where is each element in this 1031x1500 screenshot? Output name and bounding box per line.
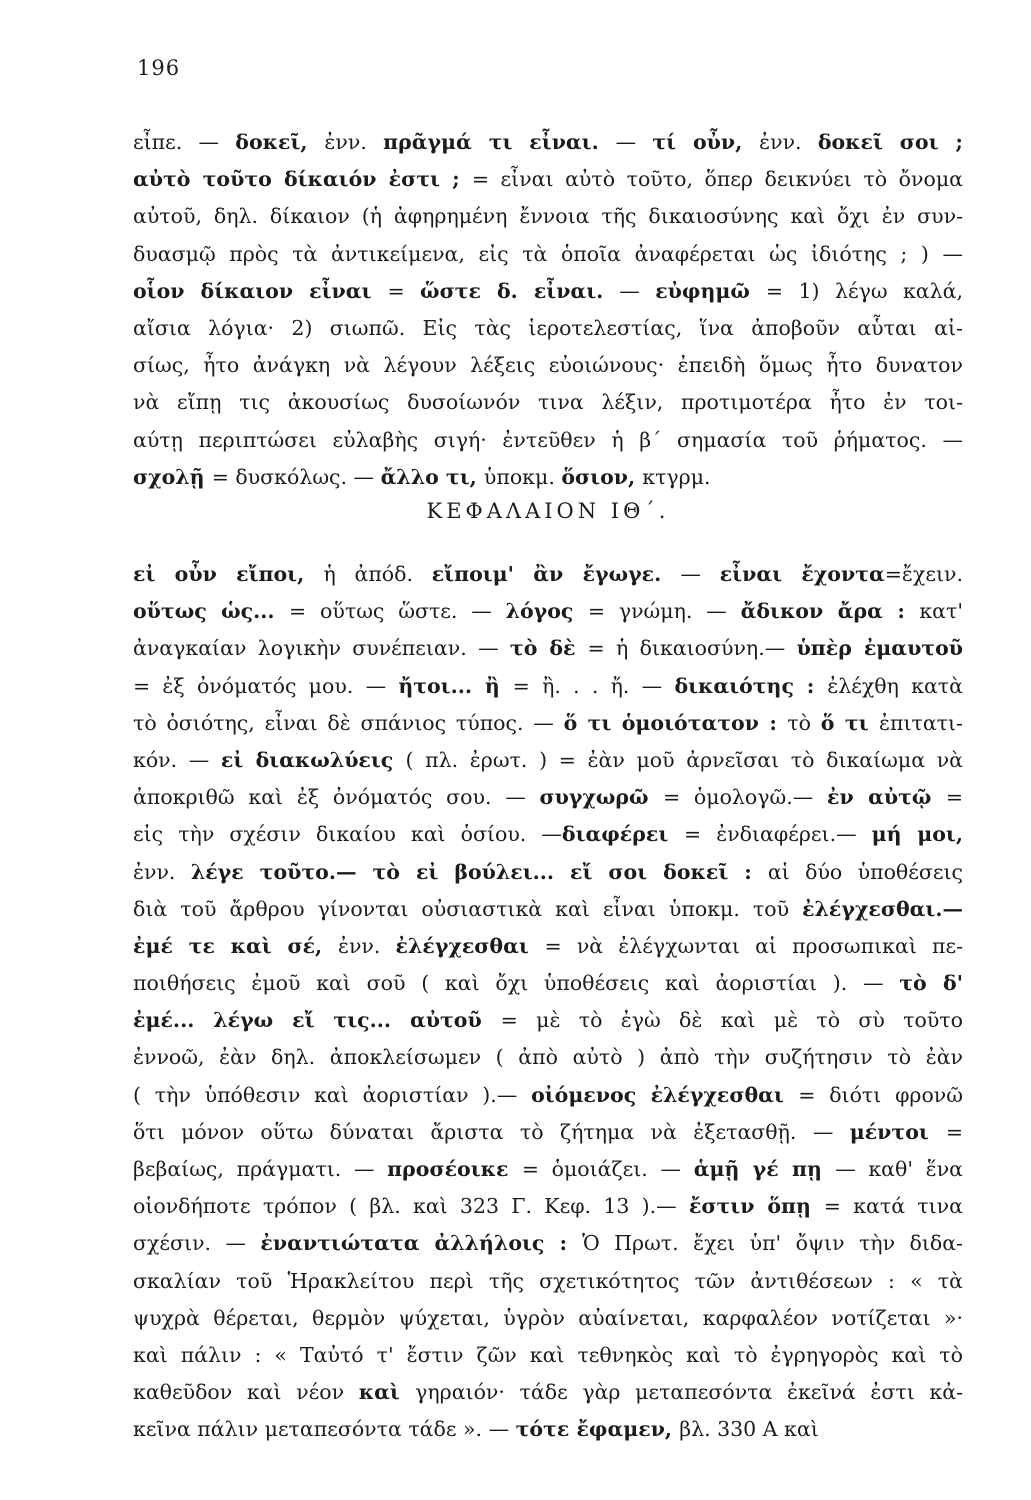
lemma: ἐμέ τε καὶ σέ,	[133, 933, 338, 958]
text-line	[133, 1411, 963, 1448]
gloss-text: = ἢ. . . ἤ. —	[512, 673, 675, 698]
gloss-text: καθεῦδον καὶ νέον	[133, 1380, 359, 1405]
gloss-text: =	[387, 278, 421, 303]
chapter-heading: ΚΕΦΑΛΑΙΟΝ ΙΘ΄.	[426, 499, 670, 523]
gloss-text: = ἡ δικαιοσύνη.—	[587, 636, 797, 661]
text-line	[133, 742, 963, 779]
gloss-text: ἐπιτατι-	[878, 710, 963, 735]
gloss-text: = ἐνδιαφέρει.—	[683, 822, 872, 847]
lemma: ἐναντιώτατα ἀλλήλοις :	[260, 1231, 583, 1256]
gloss-text: = μὲ τὸ ἐγὼ δὲ καὶ μὲ τὸ σὺ τοῦτο	[500, 1008, 963, 1033]
text-line	[133, 1263, 963, 1300]
gloss-text: ὑποκμ.	[483, 464, 562, 489]
lemma: σχολῇ	[133, 464, 212, 489]
text-line	[133, 1002, 963, 1039]
lemma: δικαιότης :	[674, 673, 828, 698]
gloss-text: ἐνν.	[759, 130, 818, 154]
gloss-text: οἱονδήποτε τρόπον ( βλ. καὶ 323 Γ. Κεφ. 13 ).—	[133, 1194, 689, 1219]
lemma: εἶναι ἔχοντα	[719, 562, 885, 586]
gloss-text: ( πλ. ἐρωτ. ) = ἐὰν μοῦ ἀρνεῖσαι τὸ δικαίωμα νὰ	[405, 747, 963, 772]
lemma: ἄδικον ἄρα :	[740, 599, 920, 624]
commentary-block-1	[133, 124, 963, 496]
lemma: εἰ διακωλύεις	[220, 747, 406, 772]
lemma: τότε ἔφαμεν,	[515, 1417, 680, 1442]
lemma: οἷον δίκαιον εἶναι	[133, 278, 388, 303]
gloss-text: —	[619, 278, 656, 303]
lemma: ὅ τι	[820, 710, 879, 735]
gloss-text: —	[680, 562, 720, 586]
text-line	[133, 347, 963, 384]
gloss-text: = δυσκόλως. —	[211, 464, 381, 489]
gloss-text: ἐννοῶ, ἐὰν δηλ. ἀποκλείσωμεν ( ἀπὸ αὐτὸ ) ἀπὸ τὴν συζήτησιν τὸ ἐὰν	[133, 1045, 963, 1070]
gloss-text: ἐνν.	[337, 933, 396, 958]
gloss-text: = ὁμολογῶ.—	[662, 785, 828, 810]
text-line	[133, 1337, 963, 1374]
lemma: προσέοικε	[387, 1157, 522, 1181]
gloss-text: καὶ πάλιν : « Ταὐτό τ' ἔστιν ζῶν καὶ τεθνηκὸς καὶ τὸ ἐγρηγορὸς καὶ τὸ	[133, 1342, 963, 1367]
lemma: δοκεῖ σοι ;	[817, 130, 963, 154]
lemma: εἴποιμ' ἂν ἔγωγε.	[431, 562, 681, 586]
lemma: ὅσιον,	[561, 464, 643, 489]
gloss-text: = γνώμη. —	[587, 599, 741, 624]
lemma: τί οὖν,	[652, 130, 760, 154]
gloss-text: σχέσιν. —	[133, 1231, 261, 1256]
text-line	[133, 779, 963, 816]
gloss-text: ψυχρὰ θέρεται, θερμὸν ψύχεται, ὑγρὸν αὐαίνεται, καρφαλέον νοτίζεται »·	[133, 1305, 963, 1330]
lemma: οὕτως ὡς...	[133, 599, 290, 624]
text-line	[133, 198, 963, 235]
text-line	[133, 668, 963, 705]
lemma: αὐτὸ τοῦτο δίκαιόν ἐστι ;	[133, 167, 472, 192]
lemma: ἐλέγχεσθαι	[395, 933, 545, 958]
lemma: ἁμῇ γέ πῃ	[693, 1157, 836, 1181]
gloss-text: = 1) λέγω καλά,	[765, 278, 963, 303]
gloss-text: κτγρμ.	[642, 464, 711, 489]
text-line	[133, 891, 963, 928]
gloss-text: δυασμῷ πρὸς τὰ ἀντικείμενα, εἰς τὰ ὁποῖα ἀναφέρεται ὡς ἰδιότης ; ) —	[133, 241, 963, 266]
gloss-text: αὐτοῦ, δηλ. δίκαιον (ἡ ἀφηρημένη ἔννοια τῆς δικαιοσύνης καὶ ὄχι ἐν συν-	[133, 204, 963, 229]
lemma: ὥστε δ. εἶναι.	[420, 278, 620, 303]
lemma: ἄλλο τι,	[380, 464, 484, 489]
gloss-text: = οὕτως ὥστε. —	[289, 599, 506, 624]
gloss-text: τὸ ὁσιότης, εἶναι δὲ σπάνιος τύπος. —	[133, 710, 564, 735]
gloss-text: ( τὴν ὑπόθεσιν καὶ ἀοριστίαν ).—	[133, 1082, 532, 1107]
text-line	[133, 161, 963, 198]
gloss-text: =	[945, 1119, 963, 1144]
gloss-text: ἐλέχθη κατὰ	[827, 673, 963, 698]
text-line	[133, 630, 963, 667]
gloss-text: = διότι φρονῶ	[798, 1082, 963, 1107]
gloss-text: = κατά τινα	[823, 1194, 963, 1219]
lemma: τὸ δὲ	[509, 636, 588, 661]
gloss-text: =ἔχειν.	[884, 562, 963, 586]
gloss-text: ἡ ἀπόδ.	[323, 562, 432, 586]
text-line	[133, 556, 963, 593]
lemma: καὶ	[358, 1380, 416, 1405]
lemma: ὅ τι ὁμοιότατον :	[563, 710, 788, 735]
gloss-text: αἴσια λόγια· 2) σιωπῶ. Εἰς τὰς ἱεροτελεστίας, ἵνα ἀποβοῦν αὗται αἰ-	[133, 315, 963, 340]
text-line	[133, 459, 963, 496]
gloss-text: —	[615, 130, 653, 154]
text-line	[133, 1374, 963, 1411]
gloss-text: αἱ δύο ὑποθέσεις	[767, 859, 964, 884]
text-line	[133, 1114, 963, 1151]
lemma: μέντοι	[849, 1119, 946, 1144]
text-line	[133, 1188, 963, 1225]
lemma: ἐμέ... λέγω εἴ τις... αὐτοῦ	[133, 1008, 501, 1033]
gloss-text: κεῖνα πάλιν μεταπεσόντα τάδε ». —	[133, 1417, 516, 1442]
lemma: ὑπὲρ ἐμαυτοῦ	[796, 636, 964, 661]
gloss-text: =	[945, 785, 963, 810]
text-line	[133, 124, 963, 161]
gloss-text: αύτῃ περιπτώσει εὐλαβὴς σιγή· ἐντεῦθεν ἡ β΄ σημασία τοῦ ῥήματος. —	[133, 427, 963, 452]
lemma: λόγος	[505, 599, 588, 624]
lemma: λέγε τοῦτο.— τὸ εἰ βούλει... εἴ σοι δοκεῖ :	[190, 859, 768, 884]
lemma: ἤτοι... ἢ	[398, 673, 513, 698]
lemma: εὐφημῶ	[655, 278, 766, 303]
gloss-text: εἰς τὴν σχέσιν δικαίου καὶ ὁσίου. —	[133, 822, 562, 847]
lemma: εἰ οὖν εἴποι,	[133, 562, 324, 586]
text-line	[133, 928, 963, 965]
gloss-text: = νὰ ἐλέγχωνται αἱ προσωπικαὶ πε-	[544, 933, 964, 958]
gloss-text: — καθ' ἕνα	[835, 1157, 963, 1181]
lemma: οἰόμενος ἐλέγχεσθαι	[531, 1082, 799, 1107]
lemma: τὸ δ'	[899, 971, 963, 996]
text-line	[133, 1300, 963, 1337]
text-line	[133, 384, 963, 421]
gloss-text: = ὁμοιάζει. —	[521, 1157, 694, 1181]
text-line	[133, 854, 963, 891]
commentary-block-2	[133, 556, 963, 1449]
text-line	[133, 236, 963, 273]
lemma: δοκεῖ,	[235, 130, 325, 154]
lemma: συγχωρῶ	[539, 785, 663, 810]
lemma: ἐλέγχεσθαι.—	[802, 896, 963, 921]
gloss-text: βλ. 330 Α καὶ	[679, 1417, 819, 1442]
lemma: ἔστιν ὅπῃ	[688, 1194, 824, 1219]
gloss-text: διὰ τοῦ ἄρθρου γίνονται οὐσιαστικὰ καὶ εἶναι ὑποκμ. τοῦ	[133, 896, 803, 921]
lemma: μή μοι,	[871, 822, 963, 847]
lemma: ἐν αὐτῷ	[827, 785, 946, 810]
gloss-text: γηραιόν· τάδε γὰρ μεταπεσόντα ἐκεῖνά ἐστι κἀ-	[415, 1380, 964, 1405]
text-line	[133, 1077, 963, 1114]
gloss-text: ποιθήσεις ἐμοῦ καὶ σοῦ ( καὶ ὄχι ὑποθέσεις καὶ ἀοριστίαι ). —	[133, 971, 900, 996]
text-line	[133, 1151, 963, 1188]
text-line	[133, 965, 963, 1002]
text-line	[133, 705, 963, 742]
text-line	[133, 593, 963, 630]
lemma: διαφέρει	[561, 822, 684, 847]
gloss-text: κόν. —	[133, 747, 221, 772]
gloss-text: ἐνν.	[324, 130, 384, 154]
text-line	[133, 816, 963, 853]
gloss-text: ἐνν.	[133, 859, 191, 884]
lemma: πρᾶγμά τι εἶναι.	[383, 130, 616, 154]
gloss-text: σκαλίαν τοῦ Ἡρακλείτου περὶ τῆς σχετικότητος τῶν ἀντιθέσεων : « τὰ	[133, 1268, 963, 1293]
text-line	[133, 1225, 963, 1262]
gloss-text: κατ'	[919, 599, 963, 624]
gloss-text: νὰ εἴπῃ τις ἀκουσίως δυσοίωνόν τινα λέξιν, προτιμοτέρα ἦτο ἐν τοι-	[133, 390, 963, 415]
gloss-text: τὸ	[787, 710, 821, 735]
gloss-text: ἀποκριθῶ καὶ ἐξ ὀνόματός σου. —	[133, 785, 540, 810]
gloss-text: εἶπε. —	[133, 130, 236, 154]
gloss-text: βεβαίως, πράγματι. —	[133, 1157, 388, 1181]
gloss-text: = εἶναι αὐτὸ τοῦτο, ὅπερ δεικνύει τὸ ὄνομα	[471, 167, 963, 192]
page-number: 196	[137, 56, 181, 80]
gloss-text: ἀναγκαίαν λογικὴν συνέπειαν. —	[133, 636, 510, 661]
gloss-text: σίως, ἦτο ἀνάγκη νὰ λέγουν λέξεις εὐοιώνους· ἐπειδὴ ὅμως ἦτο δυνατον	[133, 353, 963, 378]
text-line	[133, 310, 963, 347]
text-line	[133, 1039, 963, 1076]
text-line	[133, 422, 963, 459]
gloss-text: ὅτι μόνον οὕτω δύναται ἄριστα τὸ ζήτημα νὰ ἐξετασθῇ. —	[133, 1119, 850, 1144]
text-line	[133, 273, 963, 310]
gloss-text: Ὁ Πρωτ. ἔχει ὑπ' ὄψιν τὴν διδα-	[582, 1231, 963, 1256]
gloss-text: = ἐξ ὀνόματός μου. —	[133, 673, 399, 698]
